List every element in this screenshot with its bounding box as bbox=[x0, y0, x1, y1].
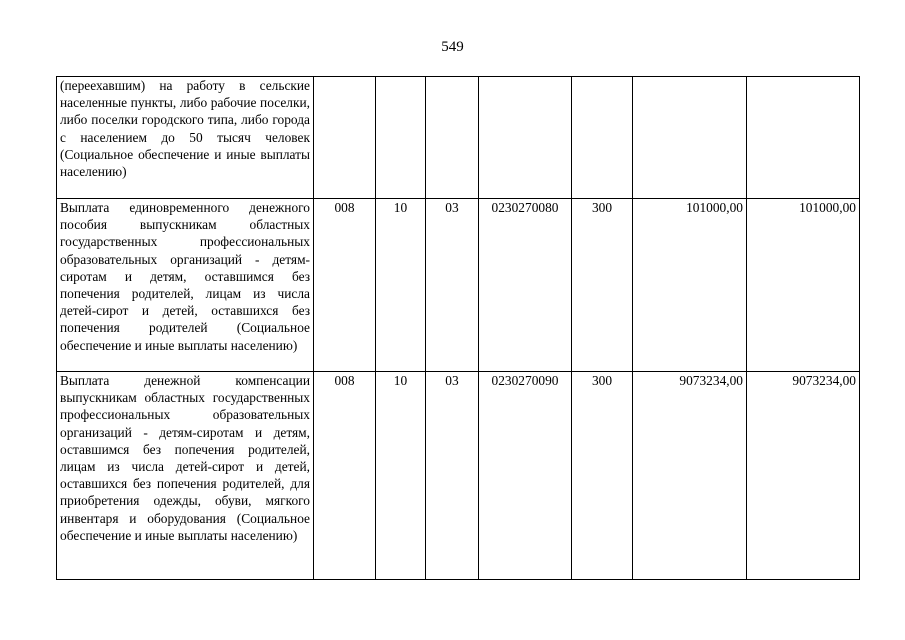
table-row bbox=[57, 199, 860, 372]
subsection-code-cell bbox=[426, 77, 479, 199]
page-number: 549 bbox=[441, 39, 464, 55]
budget-table bbox=[56, 76, 860, 580]
expense-type-cell: 300 bbox=[572, 199, 633, 372]
subsection-code-cell: 03 bbox=[426, 199, 479, 372]
expense-type-cell bbox=[572, 77, 633, 199]
row-description: Выплата денежной компенсации выпускникам областных государственных профессиональных образовательных организаций - детям-сиротам и детям, оставшимся без попечения родителей, лицам из числа детей-сирот и детей, оставшихся без попечения родителей, для приобретения одежды, обуви, мягкого инвентаря и оборудования (Социальное обеспечение и иные выплаты населению) bbox=[57, 372, 314, 580]
section-code-cell: 10 bbox=[376, 372, 426, 580]
amount-cell-2: 101000,00 bbox=[747, 199, 860, 372]
row-description: Выплата единовременного денежного пособия выпускникам областных государственных профессиональных образовательных организаций - детям-сиротам и детям, оставшимся без попечения родителей, лицам из числа детей-сирот и детей, оставшихся без попечения родителей (Социальное обеспечение и иные выплаты населению) bbox=[57, 199, 314, 372]
table-row bbox=[57, 372, 860, 580]
target-article-cell bbox=[479, 77, 572, 199]
table-row bbox=[57, 77, 860, 199]
amount-cell-1: 101000,00 bbox=[633, 199, 747, 372]
expense-type-cell: 300 bbox=[572, 372, 633, 580]
amount-cell-1 bbox=[633, 77, 747, 199]
ministry-code-cell: 008 bbox=[314, 372, 376, 580]
ministry-code-cell: 008 bbox=[314, 199, 376, 372]
amount-cell-2: 9073234,00 bbox=[747, 372, 860, 580]
row-description: (переехавшим) на работу в сельские населенные пункты, либо рабочие поселки, либо поселки городского типа, либо города с населением до 50 тысяч человек (Социальное обеспечение и иные выплаты населению) bbox=[57, 77, 314, 199]
target-article-cell: 0230270090 bbox=[479, 372, 572, 580]
amount-cell-1: 9073234,00 bbox=[633, 372, 747, 580]
target-article-cell: 0230270080 bbox=[479, 199, 572, 372]
subsection-code-cell: 03 bbox=[426, 372, 479, 580]
ministry-code-cell bbox=[314, 77, 376, 199]
amount-cell-2 bbox=[747, 77, 860, 199]
section-code-cell: 10 bbox=[376, 199, 426, 372]
section-code-cell bbox=[376, 77, 426, 199]
